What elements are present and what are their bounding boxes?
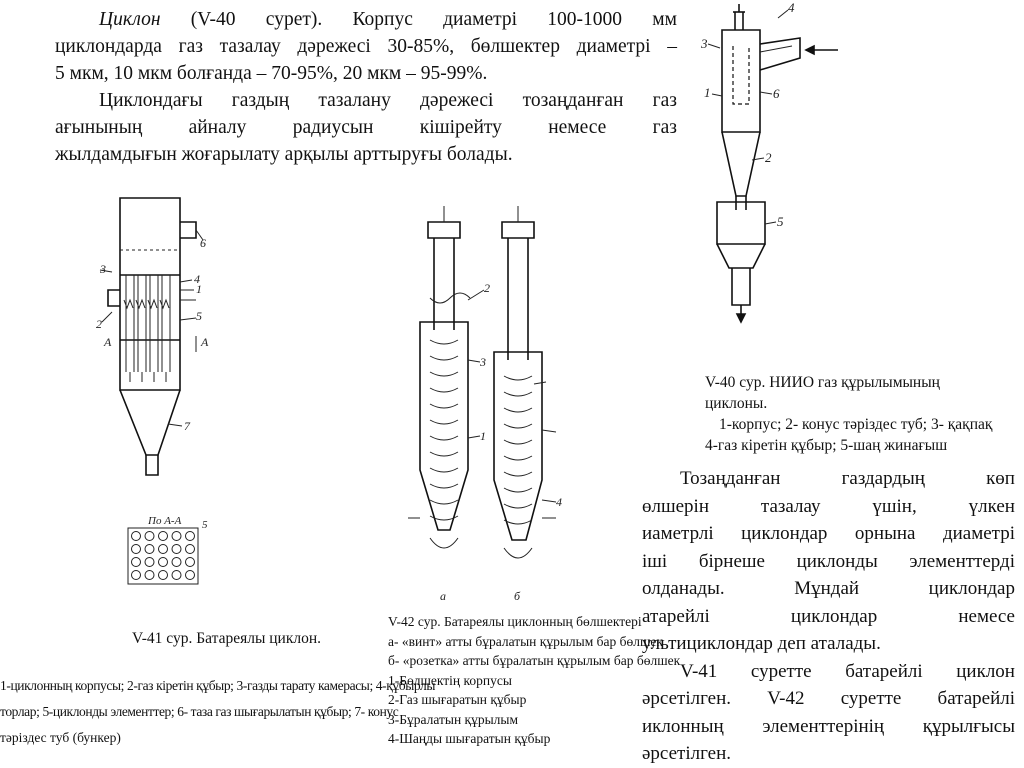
fig42-item-3: 3-Бұралатын құрылым xyxy=(388,711,519,727)
right-paragraph xyxy=(642,465,1015,768)
fig42-label-4: 4 xyxy=(556,495,562,509)
swirl-path xyxy=(430,340,458,520)
right-line-7: ультициклондар деп аталады. xyxy=(642,633,881,654)
fig40-label-1: 1 xyxy=(704,85,711,100)
right-line-2: өлшерін тазалау үшін, үлкен xyxy=(642,495,1015,517)
fig41-section-label: По А-А xyxy=(148,515,182,527)
fig41-label-5: 5 xyxy=(196,309,202,323)
fig40-label-2: 2 xyxy=(765,150,772,165)
fig42-label-b: б xyxy=(514,589,521,603)
right-line-1: Тозаңданған газдардың көп xyxy=(680,468,1015,489)
intro-line-1: Циклон (V-40 сурет). Корпус диаметрі 100-1000 мм xyxy=(99,9,677,30)
fig41-section-label-5: 5 xyxy=(202,519,208,531)
fig42-item-1: 1-Бөлшектің корпусы xyxy=(388,672,512,688)
fig41-label-6: 6 xyxy=(200,236,206,250)
fig42-item-b: б- «розетка» атты бұралатын құрылым бар бөлшек xyxy=(388,653,681,668)
fig42-caption xyxy=(388,612,681,749)
fig41-label-a2: A xyxy=(104,335,112,349)
fig41-legend-line-3: тәріздес туб (бункер) xyxy=(0,730,121,745)
right-line-8: V-41 суретте батарейлі циклон xyxy=(680,660,1015,682)
fig40-caption-line-2: 1-корпус; 2- конус тәріздес туб; 3- қақпақ xyxy=(719,416,993,433)
right-line-4: іші бірнеше циклонды элементтерді xyxy=(642,550,1015,572)
fig41-label-a1: A xyxy=(201,335,209,349)
fig40-label-5: 5 xyxy=(777,214,784,229)
right-line-10: иклонның элементтерінің құрылғысы xyxy=(642,715,1015,737)
fig40-label-3: 3 xyxy=(701,36,708,51)
fig42-label-2: 2 xyxy=(484,281,490,295)
fig42-label-3a: 3 xyxy=(480,355,486,369)
fig40-label-6: 6 xyxy=(773,86,780,101)
intro-line-4: Циклондағы газдың тазалану дәрежесі тозаңданған газ xyxy=(99,90,677,111)
intro-term: Циклон xyxy=(99,9,161,30)
right-line-9: әрсетілген. V-42 суретте батарейлі xyxy=(642,688,1015,709)
right-line-6: атарейлі циклондар немесе xyxy=(642,605,1015,627)
fig41-caption: V-41 сур. Батареялы циклон. xyxy=(132,630,322,647)
fig40-caption-line-3: 4-газ кіретін құбыр; 5-шаң жинағыш xyxy=(705,437,948,454)
fig41-label-3: 3 xyxy=(100,262,106,276)
fig42-item-2: 2-Газ шығаратын құбыр xyxy=(388,692,527,707)
fig41-label-4: 4 xyxy=(194,272,200,286)
intro-line-2: циклондарда газ тазалау дәрежесі 30-85%, бөлшектер диаметрі – xyxy=(55,36,677,57)
intro-line-5: ағынының айналу радиусын кішірейту немесе газ xyxy=(55,117,677,138)
intro-line-6: жылдамдығын жоғарылату арқылы арттыруғы болады. xyxy=(55,144,513,165)
fig41-legend-line-2: торлар; 5-циклонды элементтер; 6- таза газ шығарылатын құбыр; 7- конус xyxy=(0,704,399,719)
right-line-5: олданады. Мұндай циклондар xyxy=(642,578,1015,599)
fig41-label-2: 2 xyxy=(96,317,102,331)
fig42-label-1: 1 xyxy=(480,429,486,443)
fig40-caption-line-1: V-40 сур. НИИО газ құрылымының циклоны. xyxy=(705,374,940,412)
fig41-label-1: 1 xyxy=(196,282,202,296)
fig41-legend-line-1: 1-циклонның корпусы; 2-газ кіретін құбыр; 3-газды тарату камерасы; 4-құбырлы xyxy=(0,678,436,693)
intro-line-3: 5 мкм, 10 мкм болғанда – 70-95%, 20 мкм – 95-99%. xyxy=(55,63,488,84)
fig42-caption-line: V-42 сур. Батареялы циклонның бөлшектері xyxy=(388,614,642,629)
fig40-label-4: 4 xyxy=(788,0,795,15)
right-line-3: иаметрлі циклондар орнына диаметрі xyxy=(642,523,1015,544)
fig41-label-7: 7 xyxy=(184,419,190,433)
fig42-item-4: 4-Шаңды шығаратын құбыр xyxy=(388,731,551,746)
swirl-path xyxy=(504,376,532,524)
right-line-11: әрсетілген. xyxy=(642,743,731,764)
fig42-item-a: а- «винт» атты бұралатын құрылым бар бөлшек xyxy=(388,633,663,649)
fig42-label-a: a xyxy=(440,589,446,603)
